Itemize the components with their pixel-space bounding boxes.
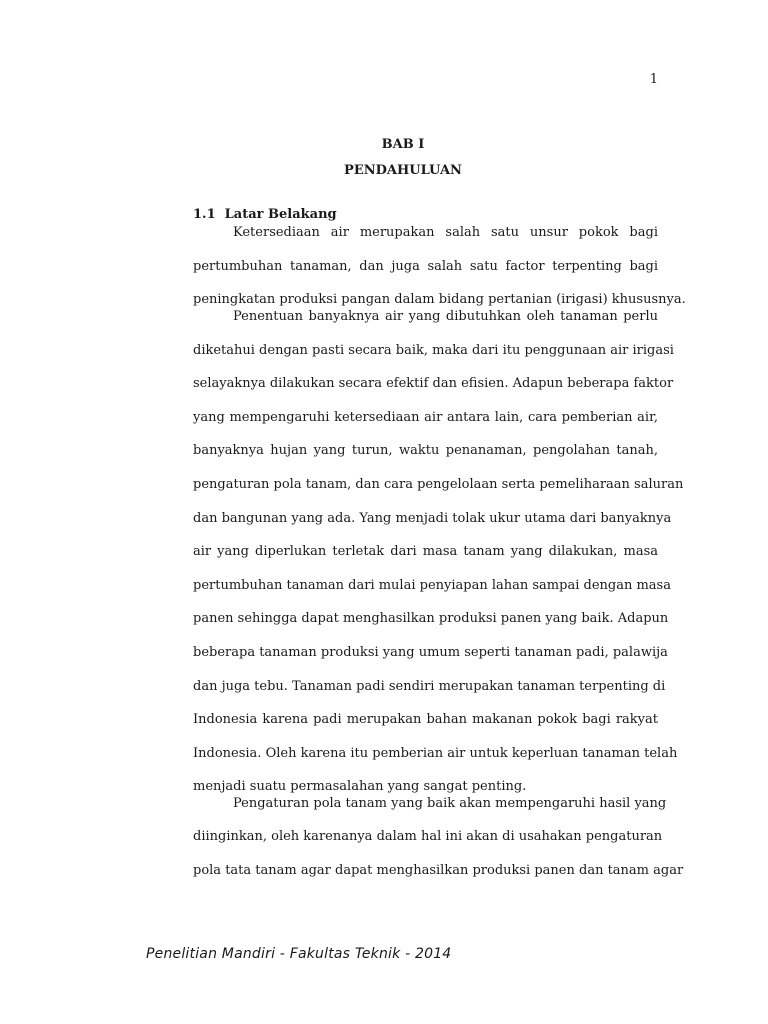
text-line: air yang diperlukan terletak dari masa tanam yang dilakukan, masa [193, 544, 658, 559]
text-line: panen sehingga dapat menghasilkan produksi panen yang baik. Adapun [193, 611, 669, 626]
text-line: Penentuan banyaknya air yang dibutuhkan oleh tanaman perlu [233, 309, 658, 324]
text-line: pengaturan pola tanam, dan cara pengelolaan serta pemeliharaan saluran [193, 477, 684, 492]
text-line: pola tata tanam agar dapat menghasilkan produksi panen dan tanam agar [193, 863, 684, 878]
section-heading: 1.1 Latar Belakang [193, 207, 337, 222]
text-line: menjadi suatu permasalahan yang sangat penting. [193, 779, 527, 794]
page-footer: Penelitian Mandiri - Fakultas Teknik - 2014 [146, 946, 452, 962]
text-line: Indonesia karena padi merupakan bahan makanan pokok bagi rakyat [193, 712, 658, 727]
text-line: banyaknya hujan yang turun, waktu penanaman, pengolahan tanah, [193, 443, 658, 458]
text-line: pertumbuhan tanaman, dan juga salah satu factor terpenting bagi [193, 259, 658, 274]
text-line: Indonesia. Oleh karena itu pemberian air untuk keperluan tanaman telah [193, 746, 678, 761]
text-line: diinginkan, oleh karenanya dalam hal ini akan di usahakan pengaturan [193, 829, 663, 844]
text-line: pertumbuhan tanaman dari mulai penyiapan lahan sampai dengan masa [193, 578, 671, 593]
chapter-title: PENDAHULUAN [344, 163, 462, 178]
text-line: peningkatan produksi pangan dalam bidang pertanian (irigasi) khususnya. [193, 292, 686, 307]
text-line: dan bangunan yang ada. Yang menjadi tolak ukur utama dari banyaknya [193, 511, 672, 526]
chapter-number: BAB I [381, 137, 425, 152]
text-line: yang mempengaruhi ketersediaan air antara lain, cara pemberian air, [193, 410, 658, 425]
text-line: beberapa tanaman produksi yang umum seperti tanaman padi, palawija [193, 645, 668, 660]
text-line: diketahui dengan pasti secara baik, maka dari itu penggunaan air irigasi [193, 343, 674, 358]
text-line: Ketersediaan air merupakan salah satu unsur pokok bagi [233, 225, 658, 240]
page-number: 1 [649, 72, 658, 87]
text-line: selayaknya dilakukan secara efektif dan efisien. Adapun beberapa faktor [193, 376, 674, 391]
text-line: dan juga tebu. Tanaman padi sendiri merupakan tanaman terpenting di [193, 679, 666, 694]
text-line: Pengaturan pola tanam yang baik akan mempengaruhi hasil yang [233, 796, 667, 811]
